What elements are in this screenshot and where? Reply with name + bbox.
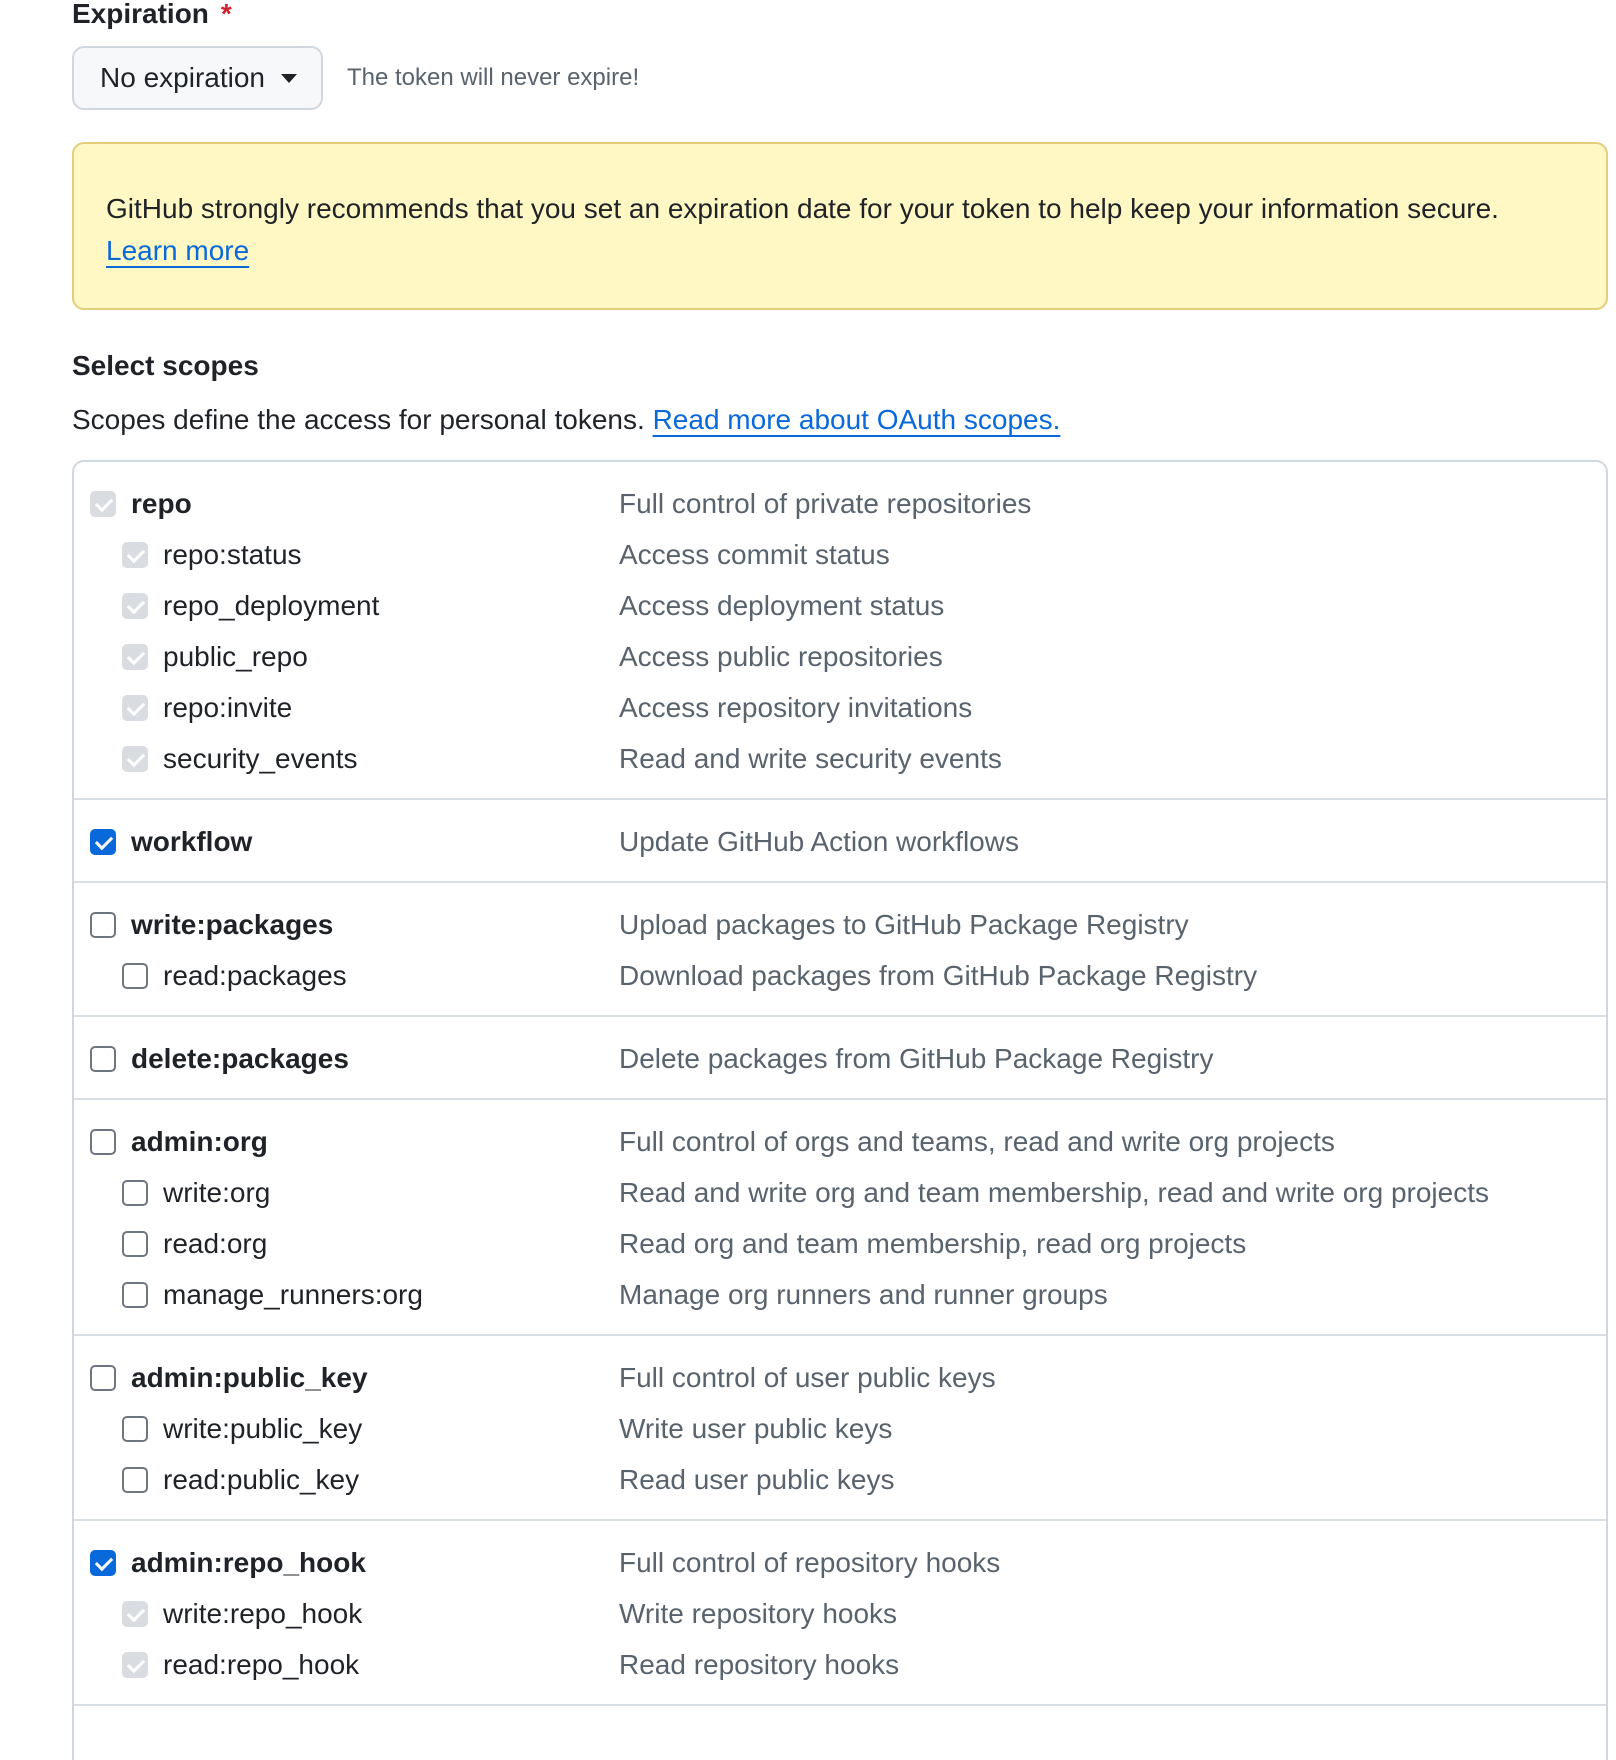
scope-description: Full control of user public keys — [619, 1361, 996, 1393]
scope-name[interactable]: security_events — [163, 742, 358, 774]
scope-row — [74, 682, 1606, 733]
scope-row — [74, 529, 1606, 580]
scope-row — [74, 1269, 1606, 1320]
expiration-warning-flash — [72, 142, 1608, 310]
scope-description: Read repository hooks — [619, 1648, 900, 1680]
scope-name[interactable]: read:org — [163, 1227, 268, 1259]
scope-checkbox-write-packages[interactable] — [90, 912, 116, 938]
scope-description: Read and write security events — [619, 742, 1002, 774]
scope-checkbox-repo-status — [122, 542, 148, 568]
scope-checkbox-read-packages[interactable] — [122, 963, 148, 989]
scope-row — [74, 1454, 1606, 1505]
scope-description: Access repository invitations — [619, 691, 973, 723]
scope-row — [74, 478, 1606, 529]
scope-name[interactable]: repo — [131, 487, 192, 519]
scope-checkbox-delete-packages[interactable] — [90, 1046, 116, 1072]
scope-checkbox-public-repo — [122, 644, 148, 670]
scope-name[interactable]: write:repo_hook — [163, 1597, 363, 1629]
scope-description: Write user public keys — [619, 1412, 893, 1444]
scope-name[interactable]: write:packages — [131, 908, 334, 940]
scope-checkbox-admin-org[interactable] — [90, 1129, 116, 1155]
scope-name[interactable]: admin:public_key — [131, 1361, 368, 1393]
oauth-scopes-link[interactable]: Read more about OAuth scopes. — [652, 404, 1061, 435]
expiration-row — [72, 46, 1608, 110]
expiration-select[interactable] — [72, 46, 323, 110]
scope-name[interactable]: repo:invite — [163, 691, 293, 723]
scope-description: Read org and team membership, read org projects — [619, 1227, 1247, 1259]
scope-row — [74, 1537, 1606, 1588]
scope-group — [74, 883, 1606, 1017]
scope-description: Download packages from GitHub Package Registry — [619, 959, 1258, 991]
scope-checkbox-security-events — [122, 746, 148, 772]
expiration-selected-value: No expiration — [100, 62, 265, 93]
required-mark: * — [220, 0, 232, 29]
scope-row — [74, 1588, 1606, 1639]
scope-name[interactable]: public_repo — [163, 640, 308, 672]
scope-name[interactable]: write:org — [163, 1176, 271, 1208]
scope-description: Manage org runners and runner groups — [619, 1278, 1108, 1310]
learn-more-link[interactable]: Learn more — [106, 235, 250, 266]
scope-description: Full control of orgs and teams, read and write org projects — [619, 1125, 1335, 1157]
expiration-label — [72, 0, 1608, 28]
scope-description: Full control of private repositories — [619, 487, 1032, 519]
scope-description: Read user public keys — [619, 1463, 895, 1495]
scope-name[interactable]: repo_deployment — [163, 589, 380, 621]
scope-description: Delete packages from GitHub Package Registry — [619, 1042, 1214, 1074]
scope-row — [74, 1218, 1606, 1269]
scope-row — [74, 631, 1606, 682]
scope-checkbox-admin-repo-hook[interactable] — [90, 1550, 116, 1576]
scope-checkbox-workflow[interactable] — [90, 829, 116, 855]
scope-name[interactable]: write:public_key — [163, 1412, 363, 1444]
scope-description: Upload packages to GitHub Package Registry — [619, 908, 1189, 940]
scope-row — [74, 1639, 1606, 1690]
scope-description: Full control of repository hooks — [619, 1546, 1001, 1578]
scope-checkbox-admin-public-key[interactable] — [90, 1365, 116, 1391]
scope-description: Access deployment status — [619, 589, 945, 621]
scope-row — [74, 1167, 1606, 1218]
scope-checkbox-repo — [90, 491, 116, 517]
scope-row — [74, 1033, 1606, 1084]
scope-name[interactable]: manage_runners:org — [163, 1278, 423, 1310]
flash-message: GitHub strongly recommends that you set an expiration date for your token to help keep your information secure. — [106, 193, 1499, 224]
scope-row — [74, 816, 1606, 867]
scope-checkbox-write-org[interactable] — [122, 1180, 148, 1206]
scope-group — [74, 1017, 1606, 1100]
scope-row — [74, 580, 1606, 631]
scope-name[interactable]: repo:status — [163, 538, 302, 570]
scope-name[interactable]: admin:org — [131, 1125, 268, 1157]
scope-row — [74, 733, 1606, 784]
scope-checkbox-read-repo-hook — [122, 1652, 148, 1678]
scope-row — [74, 1403, 1606, 1454]
scope-name[interactable]: workflow — [131, 825, 253, 857]
scope-list — [72, 460, 1608, 1760]
scopes-title: Select scopes — [72, 350, 259, 381]
scopes-description-text: Scopes define the access for personal tokens. — [72, 404, 645, 435]
scope-description: Access public repositories — [619, 640, 943, 672]
scope-checkbox-write-public-key[interactable] — [122, 1416, 148, 1442]
scope-checkbox-repo-deployment — [122, 593, 148, 619]
scope-checkbox-read-org[interactable] — [122, 1231, 148, 1257]
scope-row — [74, 950, 1606, 1001]
scope-name[interactable]: admin:repo_hook — [131, 1546, 366, 1578]
scope-name[interactable]: read:public_key — [163, 1463, 360, 1495]
scope-group — [74, 1100, 1606, 1336]
expiration-label-text: Expiration — [72, 0, 209, 29]
scope-description: Read and write org and team membership, read and write org projects — [619, 1176, 1489, 1208]
scope-group — [74, 800, 1606, 883]
scope-description: Update GitHub Action workflows — [619, 825, 1019, 857]
scope-checkbox-read-public-key[interactable] — [122, 1467, 148, 1493]
scope-row — [74, 899, 1606, 950]
scope-row — [74, 1352, 1606, 1403]
scope-name[interactable]: read:repo_hook — [163, 1648, 360, 1680]
scope-row — [74, 1116, 1606, 1167]
scope-description: Access commit status — [619, 538, 890, 570]
scope-name[interactable]: read:packages — [163, 959, 347, 991]
scope-group — [74, 1336, 1606, 1521]
scope-checkbox-repo-invite — [122, 695, 148, 721]
scope-group — [74, 1521, 1606, 1706]
scope-description: Write repository hooks — [619, 1597, 898, 1629]
expiration-note: The token will never expire! — [346, 64, 640, 91]
caret-down-icon — [281, 74, 297, 83]
scope-checkbox-manage-runners-org[interactable] — [122, 1282, 148, 1308]
scope-group — [74, 462, 1606, 800]
scope-name[interactable]: delete:packages — [131, 1042, 349, 1074]
scope-checkbox-write-repo-hook — [122, 1601, 148, 1627]
scopes-description — [72, 402, 1608, 438]
token-settings-form — [72, 0, 1608, 1760]
